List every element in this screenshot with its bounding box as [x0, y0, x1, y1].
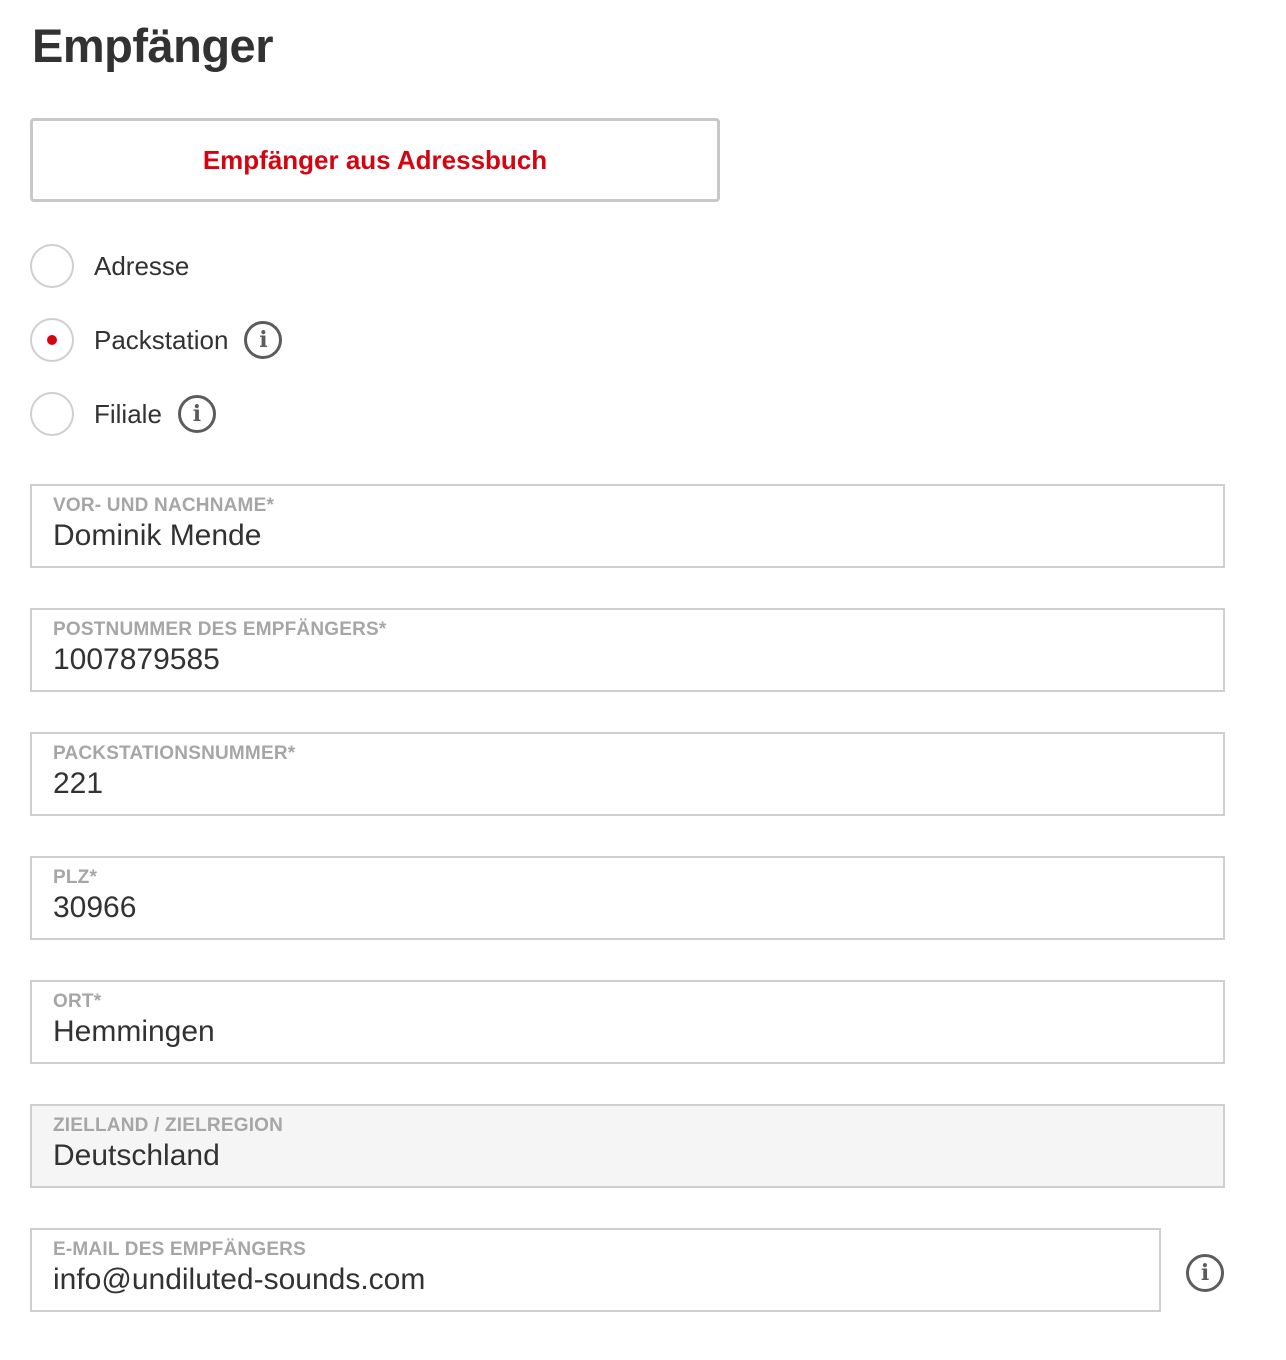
ort-field[interactable]	[30, 980, 1225, 1064]
radio-selected-dot	[47, 335, 57, 345]
packstation-number-field[interactable]	[30, 732, 1225, 816]
postnummer-field[interactable]	[30, 608, 1225, 692]
country-field	[30, 1104, 1225, 1188]
radio-label-filiale: Filiale	[94, 398, 162, 429]
name-field-label: VOR- UND NACHNAME*	[53, 495, 275, 516]
postnummer-field-label: POSTNUMMER DES EMPFÄNGERS*	[53, 619, 387, 640]
email-info-icon[interactable]: i	[1186, 1254, 1224, 1292]
plz-field[interactable]	[30, 856, 1225, 940]
radio-label-packstation: Packstation	[94, 324, 229, 355]
plz-field-label: PLZ*	[53, 867, 98, 888]
radio-option-packstation[interactable]	[30, 317, 282, 363]
radio-option-adresse[interactable]	[30, 243, 189, 289]
ort-field-value[interactable]: Hemmingen	[53, 1015, 215, 1048]
packstation-number-field-value[interactable]: 221	[53, 767, 104, 800]
email-field-label: E-MAIL DES EMPFÄNGERS	[53, 1239, 306, 1260]
address-book-button[interactable]: Empfänger aus Adressbuch	[30, 118, 720, 202]
radio-button-filiale[interactable]	[30, 392, 74, 436]
name-field[interactable]	[30, 484, 1225, 568]
packstation-number-field-label: PACKSTATIONSNUMMER*	[53, 743, 296, 764]
radio-option-filiale[interactable]	[30, 391, 216, 437]
radio-button-adresse[interactable]	[30, 244, 74, 288]
email-field-value[interactable]: info@undiluted-sounds.com	[53, 1263, 426, 1296]
country-field-value: Deutschland	[53, 1139, 220, 1172]
email-field[interactable]	[30, 1228, 1161, 1312]
plz-field-value[interactable]: 30966	[53, 891, 137, 924]
name-field-value[interactable]: Dominik Mende	[53, 519, 262, 552]
info-icon[interactable]: i	[178, 395, 216, 433]
radio-label-adresse: Adresse	[94, 250, 190, 281]
radio-button-packstation[interactable]	[30, 318, 74, 362]
country-field-label: ZIELLAND / ZIELREGION	[53, 1115, 284, 1136]
ort-field-label: ORT*	[53, 991, 102, 1012]
info-icon[interactable]: i	[244, 321, 282, 359]
postnummer-field-value[interactable]: 1007879585	[53, 643, 220, 676]
section-title: Empfänger	[32, 19, 273, 72]
